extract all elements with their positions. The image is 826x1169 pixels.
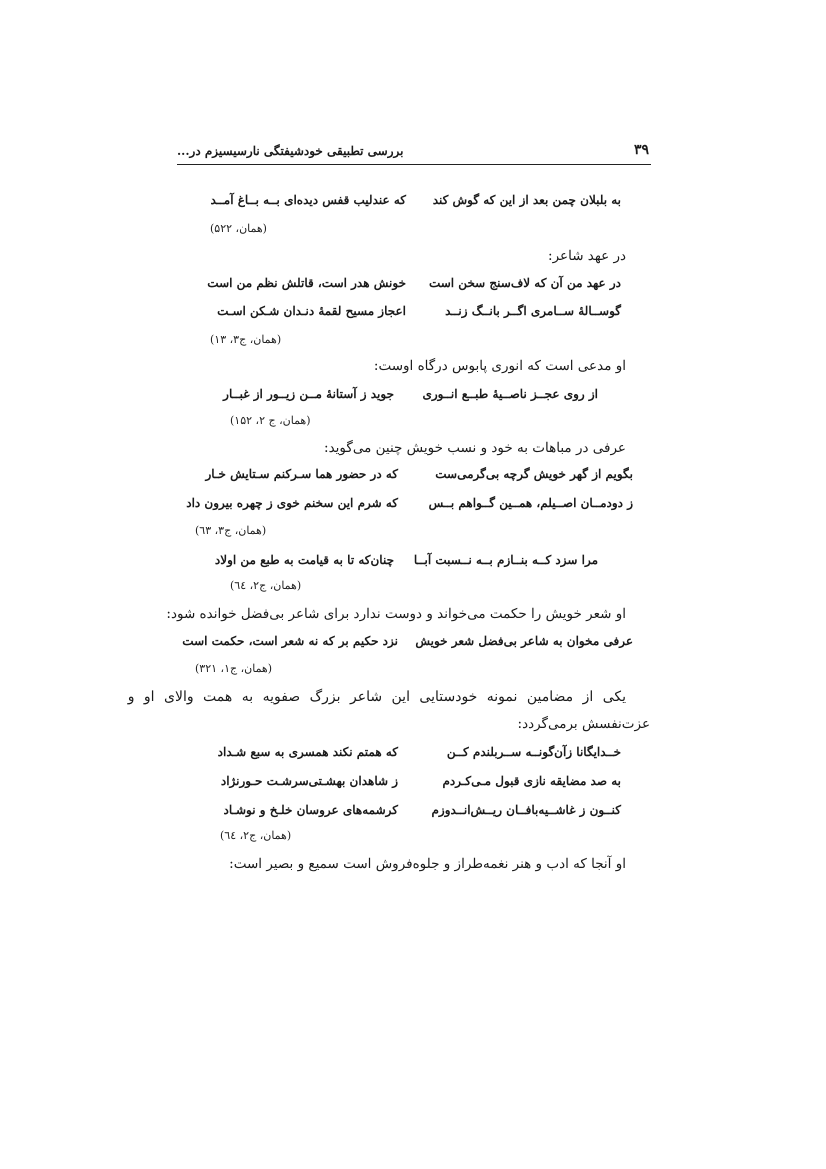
verse-hemistich: خونش هدر است، قاتلش نظم من است	[207, 276, 406, 290]
prose-line: عرفی در مباهات به خود و نسب خویش چنین می‌گوید:	[324, 440, 626, 456]
citation: (همان، ج۳، ٦۳)	[195, 524, 267, 537]
verse-hemistich: مرا سزد کــه بنــازم بــه نــسبت آبــا	[413, 553, 598, 567]
prose-line: عزت‌نفسش برمی‌گردد:	[517, 716, 650, 732]
verse-hemistich: کنــون ز غاشــیه‌بافــان ریــش‌انــدوزم	[431, 803, 621, 817]
verse-hemistich: گوســالهٔ ســامری اگــر بانــگ زنــد	[445, 304, 621, 318]
verse-hemistich: کرشمه‌های عروسان خلـخ و نوشـاد	[223, 803, 398, 817]
verse-hemistich: عرفی مخوان به شاعر بی‌فضل شعر خویش	[415, 634, 633, 648]
verse-hemistich: که عندلیب قفس دیده‌ای بــه بــاغ آمــد	[210, 193, 406, 207]
verse-hemistich: ز شاهدان بهشـتی‌سرشـت حـورنژاد	[220, 774, 398, 788]
verse-hemistich: ز دودمــان اصــیلم، همــین گــواهم بــس	[428, 496, 633, 510]
citation: (همان، ۵۲۲)	[210, 222, 267, 235]
verse-hemistich: خــدایگانا زآن‌گونــه ســربلندم کــن	[446, 745, 621, 759]
verse-hemistich: اعجاز مسیح لقمهٔ دنـدان شـکن اسـت	[217, 304, 406, 318]
verse-hemistich: که همتم نکند همسری به سبع شـداد	[217, 745, 398, 759]
citation: (همان، ج ۲، ۱۵۲)	[230, 414, 311, 427]
verse-hemistich: که در حضور هما سـرکنم سـتایش خـار	[205, 467, 398, 481]
verse-hemistich: جوید ز آستانهٔ مــن زیــور از غبــار	[223, 387, 394, 401]
prose-line: یکی از مضامین نمونه خودستایی این شاعر بزرگ صفویه به همت والای او و	[127, 689, 626, 705]
prose-line: او شعر خویش را حکمت می‌خواند و دوست ندارد برای شاعر بی‌فضل خوانده شود:	[166, 606, 626, 622]
verse-hemistich: چنان‌که تا به قیامت به طبع من اولاد	[214, 553, 394, 567]
verse-hemistich: که شرم این سخنم خوی ز چهره بیرون داد	[186, 496, 398, 510]
prose-line: در عهد شاعر:	[548, 248, 626, 264]
verse-hemistich: در عهد من آن که لاف‌سنج سخن است	[428, 276, 621, 290]
verse-hemistich: به بلبلان چمن بعد از این که گوش کند	[432, 193, 621, 207]
citation: (همان، ج۳، ۱۳)	[210, 333, 282, 346]
page-number: ۳۹	[633, 142, 649, 158]
verse-hemistich: بگویم از گهر خویش گرچه بی‌گرمی‌ست	[435, 467, 633, 481]
verse-hemistich: از روی عجــز ناصــیهٔ طبــع انــوری	[422, 387, 598, 401]
running-title: بررسی تطبیقی خودشیفتگی نارسیسیزم در...	[177, 144, 404, 158]
citation: (همان، ج۱، ۳۲۱)	[195, 662, 273, 675]
prose-line: او آنجا که ادب و هنر نغمه‌طراز و جلوه‌فروش است سمیع و بصیر است:	[229, 856, 626, 872]
prose-line: او مدعی است که انوری پابوس درگاه اوست:	[373, 358, 626, 374]
running-header	[177, 142, 651, 165]
verse-hemistich: به صد مضایقه نازی قبول مـی‌کـردم	[442, 774, 621, 788]
citation: (همان، ج۲، ٦٤)	[220, 829, 292, 842]
verse-hemistich: نزد حکیم بر که نه شعر است، حکمت است	[182, 634, 398, 648]
citation: (همان، ج۲، ٦٤)	[230, 579, 302, 592]
